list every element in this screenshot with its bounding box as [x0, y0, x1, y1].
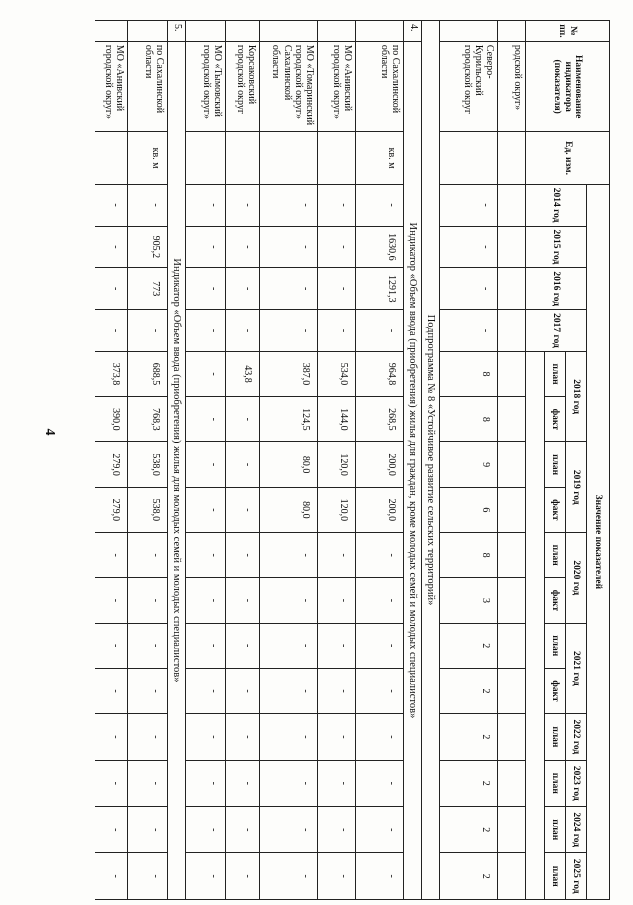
indicator-title: Индикатор «Объем ввода (приобретения) жилья для граждан, кроме молодых семей и молодых специалистов»: [404, 41, 422, 899]
value-cell: -: [226, 397, 260, 442]
value-cell: -: [260, 268, 318, 310]
value-cell: -: [260, 760, 318, 806]
value-cell: -: [226, 760, 260, 806]
value-cell: -: [260, 714, 318, 760]
value-cell: -: [128, 760, 168, 806]
value-cell: [498, 533, 526, 578]
header-plan: план: [545, 853, 566, 900]
value-cell: 538,0: [128, 442, 168, 487]
value-cell: 200,0: [356, 487, 404, 532]
value-cell: -: [226, 487, 260, 532]
value-cell: -: [318, 853, 356, 900]
subprogram-row: [422, 21, 440, 900]
value-cell: [498, 184, 526, 226]
value-cell: -: [440, 184, 498, 226]
value-cell: -: [318, 623, 356, 668]
row-name: родской округ»: [498, 41, 526, 132]
header-year: 2023 год: [566, 760, 587, 806]
value-cell: 6: [440, 487, 498, 532]
value-cell: -: [318, 760, 356, 806]
value-cell: 80,0: [260, 487, 318, 532]
value-cell: [498, 351, 526, 396]
value-cell: -: [226, 714, 260, 760]
value-cell: 2: [440, 623, 498, 668]
header-spacer: [526, 351, 545, 899]
header-plan: план: [545, 351, 566, 396]
value-cell: -: [186, 397, 226, 442]
value-cell: [498, 226, 526, 268]
value-cell: -: [260, 853, 318, 900]
value-cell: -: [260, 533, 318, 578]
value-cell: 964,8: [356, 351, 404, 396]
value-cell: -: [260, 310, 318, 352]
value-cell: -: [226, 268, 260, 310]
value-cell: [498, 714, 526, 760]
value-cell: -: [186, 310, 226, 352]
value-cell: -: [95, 226, 128, 268]
table-row: [186, 21, 226, 900]
value-cell: 279,0: [95, 442, 128, 487]
value-cell: -: [186, 714, 226, 760]
value-cell: 1291,3: [356, 268, 404, 310]
value-cell: -: [356, 853, 404, 900]
row-unit: [186, 132, 226, 184]
value-cell: 768,3: [128, 397, 168, 442]
header-year: 2014 год: [526, 184, 587, 226]
value-cell: -: [356, 807, 404, 853]
value-cell: -: [186, 351, 226, 396]
value-cell: [498, 268, 526, 310]
value-cell: [498, 853, 526, 900]
row-name: МО «Анивский городской округ»: [95, 41, 128, 132]
row-name: по Сахалинской области: [356, 41, 404, 132]
section-number: 5.: [168, 21, 186, 42]
table-row: [128, 21, 168, 900]
value-cell: -: [260, 226, 318, 268]
header-plan: план: [545, 714, 566, 760]
value-cell: -: [440, 226, 498, 268]
value-cell: 534,0: [318, 351, 356, 396]
value-cell: -: [260, 184, 318, 226]
value-cell: [498, 623, 526, 668]
value-cell: -: [226, 533, 260, 578]
value-cell: -: [356, 533, 404, 578]
value-cell: 268,5: [356, 397, 404, 442]
table-row: [498, 21, 526, 900]
value-cell: -: [356, 184, 404, 226]
table-frame: [95, 20, 610, 900]
header-year: 2017 год: [526, 310, 587, 352]
header-plan: план: [545, 623, 566, 668]
value-cell: 390,0: [95, 397, 128, 442]
header-year: 2018 год: [566, 351, 587, 442]
row-unit: [318, 132, 356, 184]
value-cell: -: [226, 807, 260, 853]
value-cell: -: [226, 310, 260, 352]
value-cell: 200,0: [356, 442, 404, 487]
value-cell: -: [186, 807, 226, 853]
header-fact: факт: [545, 487, 566, 532]
value-cell: -: [95, 714, 128, 760]
value-cell: -: [226, 668, 260, 713]
value-cell: -: [260, 668, 318, 713]
value-cell: -: [356, 714, 404, 760]
value-cell: [498, 578, 526, 623]
value-cell: -: [226, 853, 260, 900]
value-cell: -: [186, 760, 226, 806]
value-cell: -: [186, 487, 226, 532]
table-row: [95, 21, 128, 900]
value-cell: -: [226, 184, 260, 226]
value-cell: 387,0: [260, 351, 318, 396]
header-year: 2022 год: [566, 714, 587, 760]
value-cell: 1630,6: [356, 226, 404, 268]
value-cell: [498, 442, 526, 487]
header-year: 2025 год: [566, 853, 587, 900]
row-number: [440, 21, 498, 42]
value-cell: 144,0: [318, 397, 356, 442]
value-cell: [498, 807, 526, 853]
row-number: [128, 21, 168, 42]
value-cell: 2: [440, 760, 498, 806]
row-name: МО «Томаринский городской округ» Сахалинской области: [260, 41, 318, 132]
header-fact: факт: [545, 397, 566, 442]
value-cell: 9: [440, 442, 498, 487]
value-cell: -: [95, 807, 128, 853]
header-year: 2016 год: [526, 268, 587, 310]
value-cell: [498, 310, 526, 352]
value-cell: -: [318, 578, 356, 623]
value-cell: 120,0: [318, 442, 356, 487]
value-cell: 124,5: [260, 397, 318, 442]
value-cell: -: [95, 623, 128, 668]
value-cell: 120,0: [318, 487, 356, 532]
value-cell: -: [318, 807, 356, 853]
value-cell: 43,8: [226, 351, 260, 396]
value-cell: -: [318, 184, 356, 226]
value-cell: -: [260, 578, 318, 623]
page-number: 4: [42, 428, 57, 436]
row-name: МО «Анивский городской округ»: [318, 41, 356, 132]
value-cell: -: [356, 668, 404, 713]
indicators-table: [95, 20, 610, 900]
value-cell: -: [226, 226, 260, 268]
value-cell: 279,0: [95, 487, 128, 532]
value-cell: -: [186, 623, 226, 668]
value-cell: -: [356, 310, 404, 352]
header-year: 2019 год: [566, 442, 587, 533]
header-plan: план: [545, 442, 566, 487]
row-name: Северо-Курильский городской округ: [440, 41, 498, 132]
value-cell: -: [356, 760, 404, 806]
value-cell: -: [95, 268, 128, 310]
value-cell: 80,0: [260, 442, 318, 487]
value-cell: -: [128, 623, 168, 668]
value-cell: 905,2: [128, 226, 168, 268]
table-row: [260, 21, 318, 900]
row-name: МО «Тымовский городской округ»: [186, 41, 226, 132]
header-plan: план: [545, 533, 566, 578]
value-cell: 773: [128, 268, 168, 310]
value-cell: -: [186, 442, 226, 487]
value-cell: -: [356, 578, 404, 623]
row-name: по Сахалинской области: [128, 41, 168, 132]
value-cell: -: [95, 184, 128, 226]
header-unit: Ед. изм.: [526, 132, 610, 184]
header-year: 2021 год: [566, 623, 587, 714]
value-cell: [498, 397, 526, 442]
value-cell: -: [95, 668, 128, 713]
header-num: № пп.: [526, 21, 610, 42]
value-cell: -: [318, 310, 356, 352]
table-row: [440, 21, 498, 900]
value-cell: 538,0: [128, 487, 168, 532]
header-year: 2015 год: [526, 226, 587, 268]
value-cell: -: [95, 533, 128, 578]
row-number: [498, 21, 526, 42]
value-cell: -: [226, 623, 260, 668]
header-year: 2024 год: [566, 807, 587, 853]
value-cell: -: [318, 668, 356, 713]
value-cell: [498, 487, 526, 532]
value-cell: -: [186, 578, 226, 623]
rotated-table-container: [95, 20, 610, 900]
table-row: [318, 21, 356, 900]
value-cell: -: [95, 310, 128, 352]
value-cell: 688,5: [128, 351, 168, 396]
value-cell: 8: [440, 533, 498, 578]
value-cell: -: [440, 310, 498, 352]
row-number: [318, 21, 356, 42]
value-cell: -: [318, 533, 356, 578]
indicator-title-row: [404, 21, 422, 900]
value-cell: -: [128, 853, 168, 900]
value-cell: -: [356, 623, 404, 668]
table-row: [356, 21, 404, 900]
value-cell: -: [95, 578, 128, 623]
subprogram-title: Подпрограмма № 8 «Устойчивое развитие сельских территорий»: [422, 21, 440, 900]
value-cell: -: [128, 310, 168, 352]
value-cell: -: [186, 268, 226, 310]
header-name: Наименование индикатора (показателя): [526, 41, 610, 132]
value-cell: -: [95, 760, 128, 806]
value-cell: -: [186, 533, 226, 578]
header-plan: план: [545, 760, 566, 806]
section-number: 4.: [404, 21, 422, 42]
value-cell: 2: [440, 853, 498, 900]
value-cell: 8: [440, 397, 498, 442]
value-cell: -: [226, 578, 260, 623]
value-cell: -: [186, 668, 226, 713]
value-cell: -: [186, 853, 226, 900]
value-cell: -: [128, 668, 168, 713]
value-cell: -: [128, 714, 168, 760]
value-cell: 3: [440, 578, 498, 623]
row-number: [186, 21, 226, 42]
header-values: Значение показателей: [587, 184, 610, 899]
indicator-title-row: [168, 21, 186, 900]
value-cell: 2: [440, 668, 498, 713]
value-cell: -: [128, 578, 168, 623]
row-unit: [260, 132, 318, 184]
value-cell: -: [128, 533, 168, 578]
header-fact: факт: [545, 668, 566, 713]
row-unit: [226, 132, 260, 184]
row-number: [260, 21, 318, 42]
value-cell: -: [226, 442, 260, 487]
table-row: [226, 21, 260, 900]
row-number: [95, 21, 128, 42]
value-cell: -: [440, 268, 498, 310]
value-cell: -: [128, 807, 168, 853]
value-cell: [498, 668, 526, 713]
row-number: [356, 21, 404, 42]
value-cell: -: [186, 184, 226, 226]
value-cell: -: [260, 807, 318, 853]
row-unit: [498, 132, 526, 184]
value-cell: -: [318, 226, 356, 268]
value-cell: 373,8: [95, 351, 128, 396]
value-cell: 2: [440, 807, 498, 853]
value-cell: -: [318, 714, 356, 760]
header-plan: план: [545, 807, 566, 853]
value-cell: -: [318, 268, 356, 310]
value-cell: [498, 760, 526, 806]
row-unit: [95, 132, 128, 184]
value-cell: -: [186, 226, 226, 268]
indicator-title: Индикатор «Объем ввода (приобретения) жилья для молодых семей и молодых специалистов»: [168, 41, 186, 899]
value-cell: 2: [440, 714, 498, 760]
value-cell: 8: [440, 351, 498, 396]
value-cell: -: [95, 853, 128, 900]
row-unit: [440, 132, 498, 184]
row-name: Корсаковский городской округ: [226, 41, 260, 132]
header-year: 2020 год: [566, 533, 587, 624]
value-cell: -: [128, 184, 168, 226]
row-number: [226, 21, 260, 42]
row-unit: кв. м: [128, 132, 168, 184]
value-cell: -: [260, 623, 318, 668]
header-fact: факт: [545, 578, 566, 623]
row-unit: кв. м: [356, 132, 404, 184]
